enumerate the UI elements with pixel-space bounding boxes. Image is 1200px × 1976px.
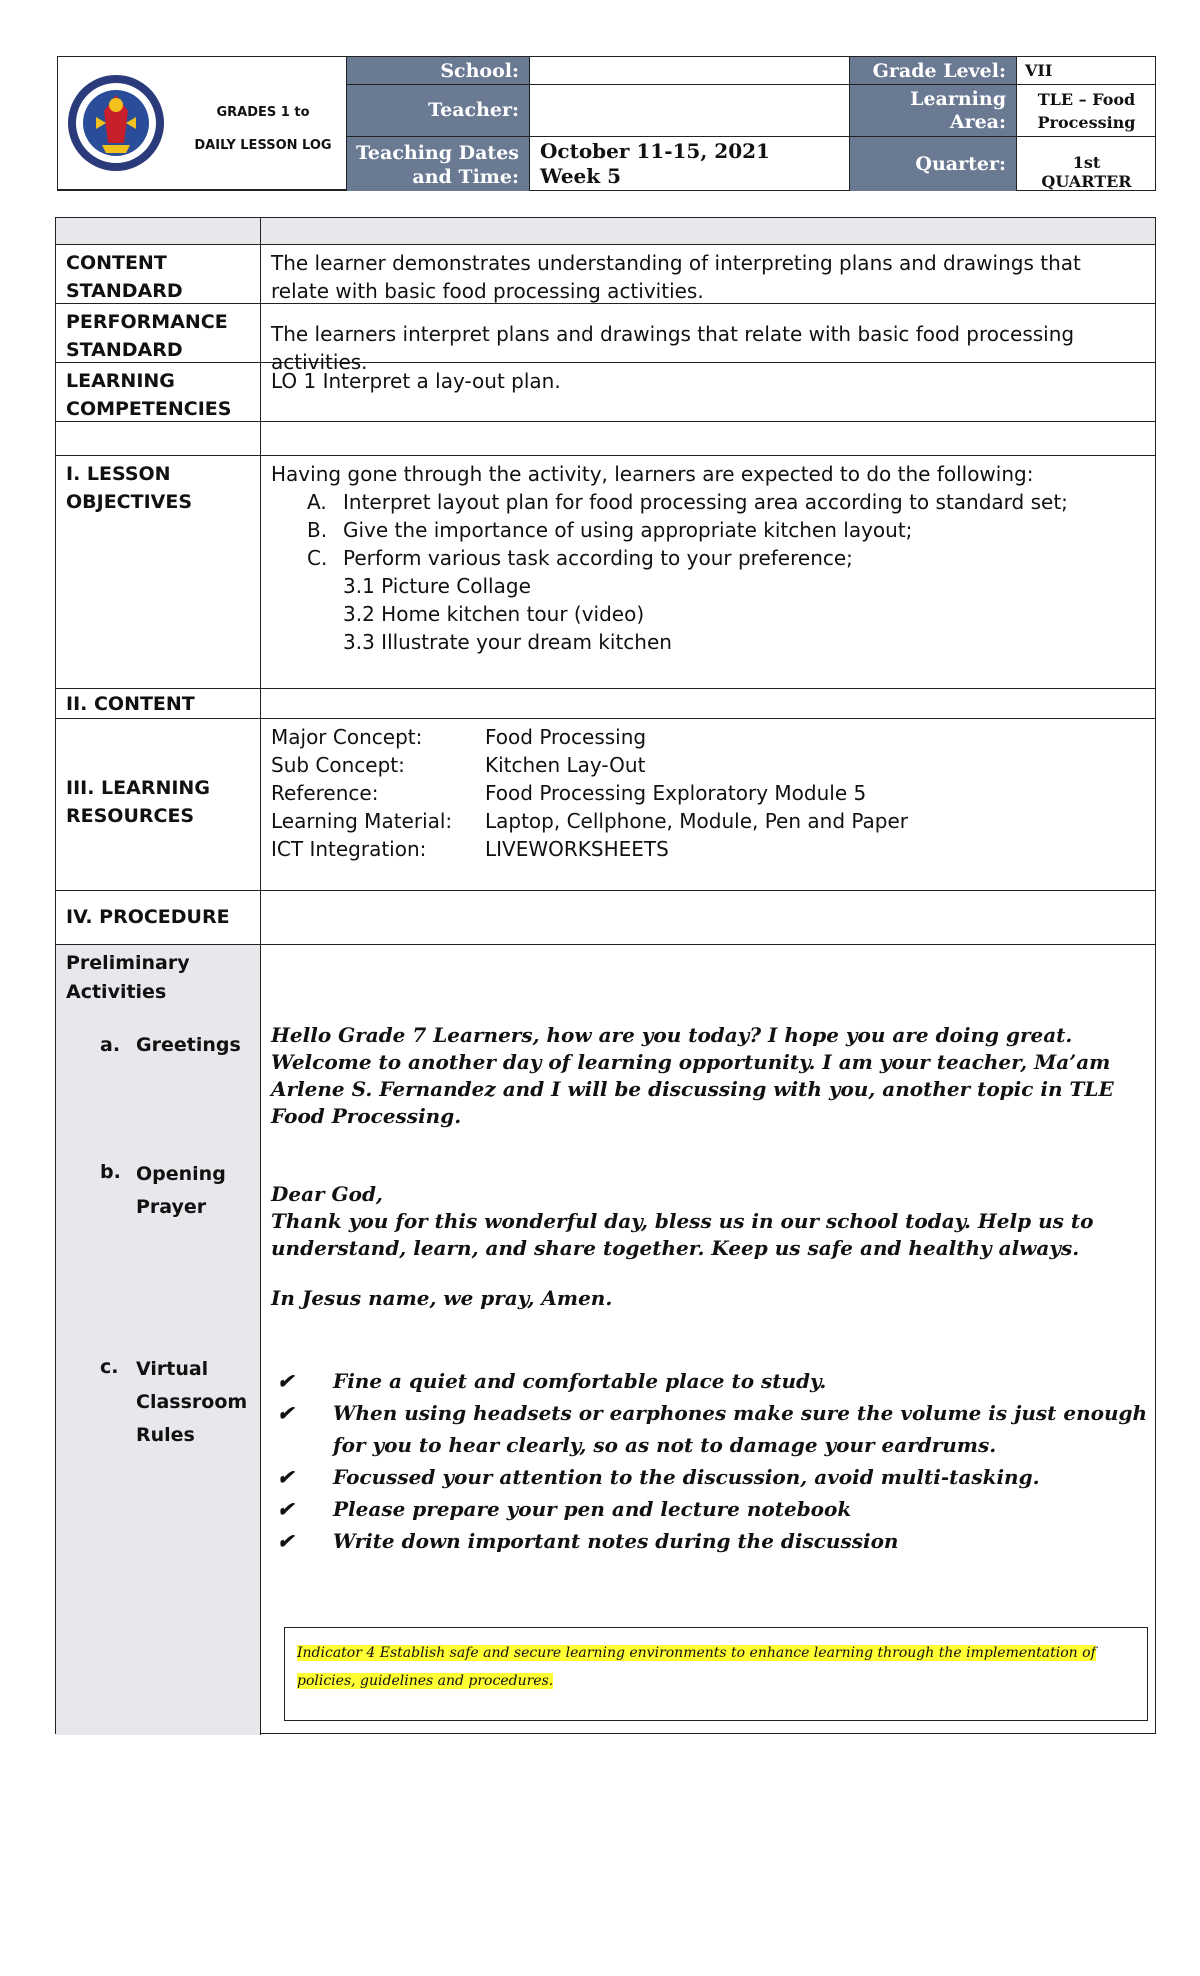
grade-level-value: VII — [1017, 57, 1156, 85]
blank-cell — [56, 218, 261, 244]
blank-cell — [261, 891, 1155, 944]
resource-value: Kitchen Lay-Out — [485, 753, 646, 777]
quarter-value: 1st QUARTER — [1041, 153, 1132, 191]
header-table — [57, 56, 1156, 191]
prayer-label: Opening Prayer — [136, 1163, 226, 1218]
dates-value — [530, 137, 850, 191]
learning-area-label: Learning Area: — [850, 85, 1017, 137]
procedure-label: IV. PROCEDURE — [56, 891, 261, 944]
greetings-text: Hello Grade 7 Learners, how are you today? I hope you are doing great. Welcome to another day of learning opportunity. I am your teacher, Ma’am Arlene S. Fernandez and I will be discussing with you, another topic in TLE Food Processing. — [271, 1023, 1114, 1128]
objectives-row — [56, 456, 1155, 689]
resources-row — [56, 719, 1155, 891]
rule-text: Please prepare your pen and lecture notebook — [333, 1497, 852, 1521]
indicator-text: Indicator 4 Establish safe and secure learning environments to enhance learning through the implementation of policies, guidelines and procedures. — [297, 1645, 1096, 1689]
check-icon: ✔ — [277, 1529, 294, 1553]
week-text: Week 5 — [540, 164, 622, 188]
teacher-field[interactable] — [530, 85, 850, 137]
check-icon: ✔ — [277, 1497, 294, 1521]
lesson-table — [55, 217, 1156, 1734]
resource-item — [271, 751, 1145, 779]
rules-label: Virtual Classroom Rules — [136, 1358, 248, 1446]
resources-cell — [261, 719, 1155, 890]
competencies-label: LEARNING COMPETENCIES — [56, 363, 261, 421]
performance-standard-text: The learners interpret plans and drawings that relate with basic food processing activities. — [271, 322, 1075, 374]
blank-cell — [261, 422, 1155, 455]
greetings-marker: a. — [100, 1034, 121, 1056]
resource-item — [271, 723, 1145, 751]
sub-objective: 3.3 Illustrate your dream kitchen — [343, 630, 672, 654]
list-item — [277, 1397, 1151, 1461]
rules-list — [277, 1365, 1151, 1557]
list-item — [307, 544, 1145, 572]
dates-label: Teaching Dates and Time: — [347, 137, 530, 191]
school-label: School: — [347, 57, 530, 85]
rule-text: Focussed your attention to the discussion, avoid multi-tasking. — [333, 1465, 1040, 1489]
prayer-marker: b. — [100, 1161, 121, 1183]
blank-cell — [261, 218, 1155, 244]
list-item — [307, 488, 1145, 516]
list-item — [277, 1525, 1151, 1557]
list-text: Perform various task according to your preference; — [343, 546, 853, 570]
prayer-line1: Dear God, — [271, 1182, 383, 1206]
objectives-label: I. LESSON OBJECTIVES — [56, 456, 261, 688]
resource-key: Learning Material: — [271, 809, 453, 833]
content-label: II. CONTENT — [56, 689, 261, 718]
check-icon: ✔ — [277, 1465, 294, 1489]
preliminary-label: Preliminary Activities — [66, 952, 190, 1003]
grades-label: GRADES 1 to — [216, 105, 310, 120]
list-item — [277, 1493, 1151, 1525]
list-item — [277, 1365, 1151, 1397]
preliminary-cell — [56, 945, 261, 1735]
quarter-label: Quarter: — [850, 137, 1017, 191]
objectives-list — [271, 488, 1145, 656]
check-icon: ✔ — [277, 1369, 294, 1393]
list-marker: B. — [307, 518, 328, 542]
resource-item — [271, 835, 1145, 863]
list-marker: C. — [307, 546, 328, 570]
objectives-cell — [261, 456, 1155, 688]
resource-key: Major Concept: — [271, 725, 423, 749]
teacher-label: Teacher: — [347, 85, 530, 137]
logo-cell — [58, 57, 347, 190]
school-field[interactable] — [530, 57, 850, 85]
prayer-line3: In Jesus name, we pray, Amen. — [271, 1286, 613, 1310]
content-standard-label: CONTENT STANDARD — [56, 245, 261, 303]
objectives-intro: Having gone through the activity, learners are expected to do the following: — [271, 462, 1034, 486]
spacer-row — [56, 422, 1155, 456]
performance-standard-label: PERFORMANCE STANDARD — [56, 304, 261, 362]
rule-text: When using headsets or earphones make sure the volume is just enough for you to hear clearly, so as not to damage your eardrums. — [333, 1401, 1148, 1457]
rule-text: Write down important notes during the discussion — [333, 1529, 899, 1553]
resource-value: Laptop, Cellphone, Module, Pen and Paper — [485, 809, 909, 833]
list-marker: A. — [307, 490, 327, 514]
greetings-label: Greetings — [136, 1034, 241, 1056]
list-text: Interpret layout plan for food processing area according to standard set; — [343, 490, 1068, 514]
content-standard-row — [56, 245, 1155, 304]
indicator-box — [284, 1627, 1148, 1721]
resource-key: Sub Concept: — [271, 753, 405, 777]
resources-label: III. LEARNING RESOURCES — [56, 719, 261, 890]
resource-value: LIVEWORKSHEETS — [485, 837, 669, 861]
prayer-line2: Thank you for this wonderful day, bless us in our school today. Help us to understand, learn, and share together. Keep us safe and healthy always. — [271, 1209, 1094, 1260]
sub-objective: 3.2 Home kitchen tour (video) — [343, 602, 645, 626]
resource-item — [271, 779, 1145, 807]
preliminary-row — [56, 945, 1155, 1735]
list-text: Give the importance of using appropriate kitchen layout; — [343, 518, 913, 542]
rule-text: Fine a quiet and comfortable place to study. — [333, 1369, 827, 1393]
resource-key: Reference: — [271, 781, 379, 805]
list-item — [277, 1461, 1151, 1493]
log-label: DAILY LESSON LOG — [194, 138, 332, 153]
content-standard-text: The learner demonstrates understanding of interpreting plans and drawings that relate with basic food processing activities. — [271, 251, 1081, 303]
rules-marker: c. — [100, 1356, 119, 1378]
competencies-text: LO 1 Interpret a lay-out plan. — [271, 369, 561, 393]
blank-cell — [56, 422, 261, 455]
resource-value: Food Processing Exploratory Module 5 — [485, 781, 867, 805]
activities-cell — [261, 945, 1155, 1735]
content-row — [56, 689, 1155, 719]
list-item — [307, 516, 1145, 544]
table-header-row — [56, 218, 1155, 245]
procedure-row — [56, 891, 1155, 945]
grade-level-label: Grade Level: — [850, 57, 1017, 85]
dates-text: October 11-15, 2021 — [540, 139, 770, 163]
deped-seal-icon — [66, 73, 166, 173]
check-icon: ✔ — [277, 1401, 294, 1425]
learning-area-value: TLE – Food Processing — [1017, 85, 1156, 137]
blank-cell — [261, 689, 1155, 718]
resource-value: Food Processing — [485, 725, 647, 749]
resource-key: ICT Integration: — [271, 837, 427, 861]
performance-standard-row — [56, 304, 1155, 374]
competencies-row — [56, 363, 1155, 422]
sub-objective: 3.1 Picture Collage — [343, 574, 531, 598]
resource-item — [271, 807, 1145, 835]
